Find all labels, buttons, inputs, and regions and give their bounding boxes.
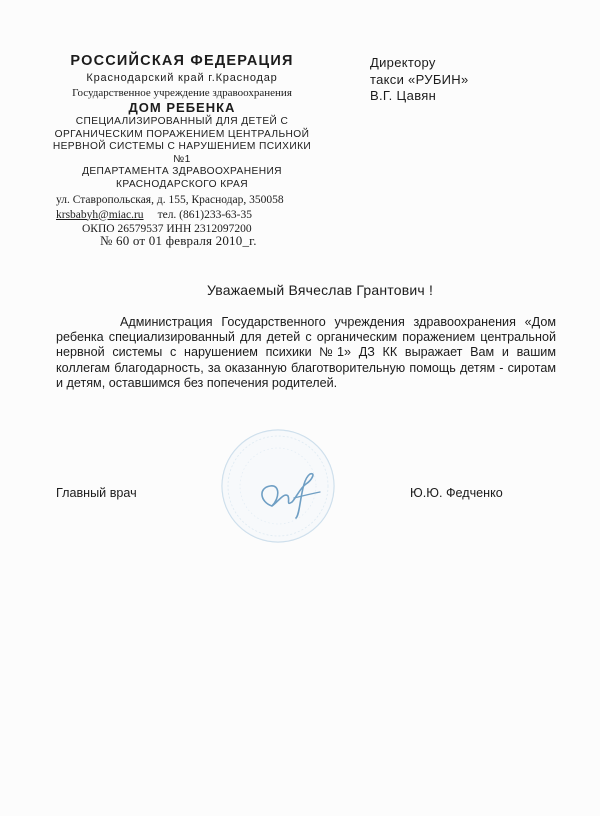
handwritten-signature xyxy=(250,462,330,522)
email-link[interactable]: krsbabyh@miac.ru xyxy=(56,208,144,221)
letterhead xyxy=(52,52,312,237)
letterhead-spec-line: НЕРВНОЙ СИСТЕМЫ С НАРУШЕНИЕМ ПСИХИКИ №1 xyxy=(52,141,312,165)
addressee-block xyxy=(370,55,469,105)
letterhead-name: ДОМ РЕБЕНКА xyxy=(128,100,236,115)
addressee-line: такси «РУБИН» xyxy=(370,71,469,87)
salutation: Уважаемый Вячеслав Грантович ! xyxy=(206,282,434,298)
letter-body: Администрация Государственного учреждения здравоохранения «Дом ребенка специализированный для детей с органическим поражением центральной нервной системы с нарушением психики №1» ДЗ КК выражает Вам и вашим коллегам благодарность, за оказанную благотворительную помощь детям - сиротам и детям, оставшимся без попечения родителей. xyxy=(56,315,556,390)
addressee-line: В.Г. Цавян xyxy=(370,88,437,103)
letterhead-phone: тел. (861)233-63-35 xyxy=(157,208,252,221)
letterhead-country: РОССИЙСКАЯ ФЕДЕРАЦИЯ xyxy=(70,53,294,69)
letterhead-spec-line: ОРГАНИЧЕСКИМ ПОРАЖЕНИЕМ ЦЕНТРАЛЬНОЙ xyxy=(54,128,310,140)
letterhead-contacts xyxy=(52,208,312,223)
signatory-name: Ю.Ю. Федченко xyxy=(410,486,503,500)
letterhead-spec-line: КРАСНОДАРСКОГО КРАЯ xyxy=(115,178,248,190)
letterhead-spec-line: СПЕЦИАЛИЗИРОВАННЫЙ ДЛЯ ДЕТЕЙ С xyxy=(75,116,289,127)
letterhead-spec-line: ДЕПАРТАМЕНТА ЗДРАВООХРАНЕНИЯ xyxy=(82,166,282,177)
signatory-title: Главный врач xyxy=(56,486,137,500)
letterhead-region: Краснодарский край г.Краснодар xyxy=(86,72,278,84)
letterhead-address: ул. Ставропольская, д. 155, Краснодар, 350058 xyxy=(56,194,284,206)
letterhead-institution-type: Государственное учреждение здравоохранения xyxy=(72,87,292,99)
letterhead-okpo-inn: ОКПО 26579537 ИНН 2312097200 xyxy=(82,223,252,235)
registration-number: № 60 от 01 февраля 2010_г. xyxy=(100,233,257,248)
addressee-line: Директору xyxy=(370,55,436,70)
